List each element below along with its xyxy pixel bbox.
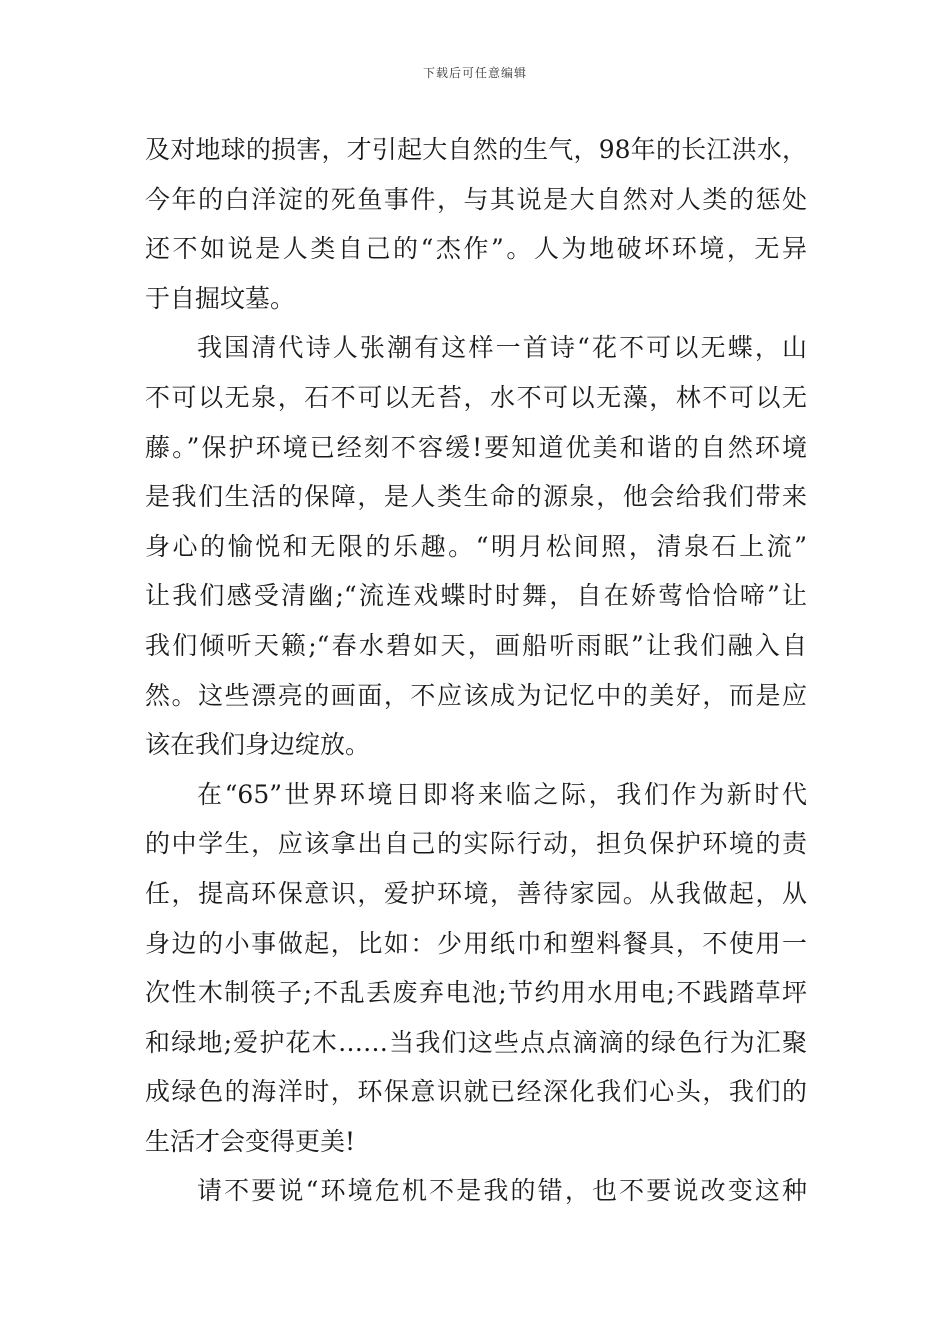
text-line: 及对地球的损害，才引起大自然的生气，98年的长江洪水， <box>145 135 807 164</box>
text-line: 让我们感受清幽;“流连戏蝶时时舞，自在娇莺恰恰啼”让 <box>145 581 807 611</box>
text-line: 我们倾听天籁;“春水碧如天，画船听雨眠”让我们融入自 <box>145 630 807 660</box>
text-line: 该在我们身边绽放。 <box>145 730 371 760</box>
text-line: 不可以无泉，石不可以无苔，水不可以无藻，林不可以无 <box>145 382 807 412</box>
text-line: 成绿色的海洋时，环保意识就已经深化我们心头，我们的 <box>145 1077 807 1107</box>
text-line: 然。这些漂亮的画面，不应该成为记忆中的美好，而是应 <box>145 680 807 710</box>
text-line: 还不如说是人类自己的“杰作”。人为地破坏环境，无异 <box>145 234 807 264</box>
text-line: 我国清代诗人张潮有这样一首诗“花不可以无蝶，山 <box>197 333 807 363</box>
text-line: 是我们生活的保障，是人类生命的源泉，他会给我们带来 <box>145 482 807 512</box>
text-line: 于自掘坟墓。 <box>145 283 296 313</box>
text-line: 的中学生，应该拿出自己的实际行动，担负保护环境的责 <box>145 829 807 859</box>
text-line: 在“65”世界环境日即将来临之际，我们作为新时代 <box>197 779 807 809</box>
text-line: 身边的小事做起，比如：少用纸巾和塑料餐具，不使用一 <box>145 928 807 958</box>
text-line: 身心的愉悦和无限的乐趣。“明月松间照，清泉石上流” <box>145 531 807 561</box>
text-line: 次性木制筷子;不乱丢废弃电池;节约用水用电;不践踏草坪 <box>145 978 807 1008</box>
text-line: 请不要说“环境危机不是我的错，也不要说改变这种 <box>197 1176 807 1206</box>
text-line: 和绿地;爱护花木……当我们这些点点滴滴的绿色行为汇聚 <box>145 1027 807 1057</box>
text-line: 任，提高环保意识，爱护环境，善待家园。从我做起，从 <box>145 878 807 908</box>
page-header: 下载后可任意编辑 <box>422 66 527 80</box>
text-line: 今年的白洋淀的死鱼事件，与其说是大自然对人类的惩处 <box>145 184 807 214</box>
text-line: 生活才会变得更美! <box>145 1126 356 1156</box>
document-body <box>145 125 807 1216</box>
text-line: 藤。”保护环境已经刻不容缓!要知道优美和谐的自然环境 <box>145 432 807 462</box>
